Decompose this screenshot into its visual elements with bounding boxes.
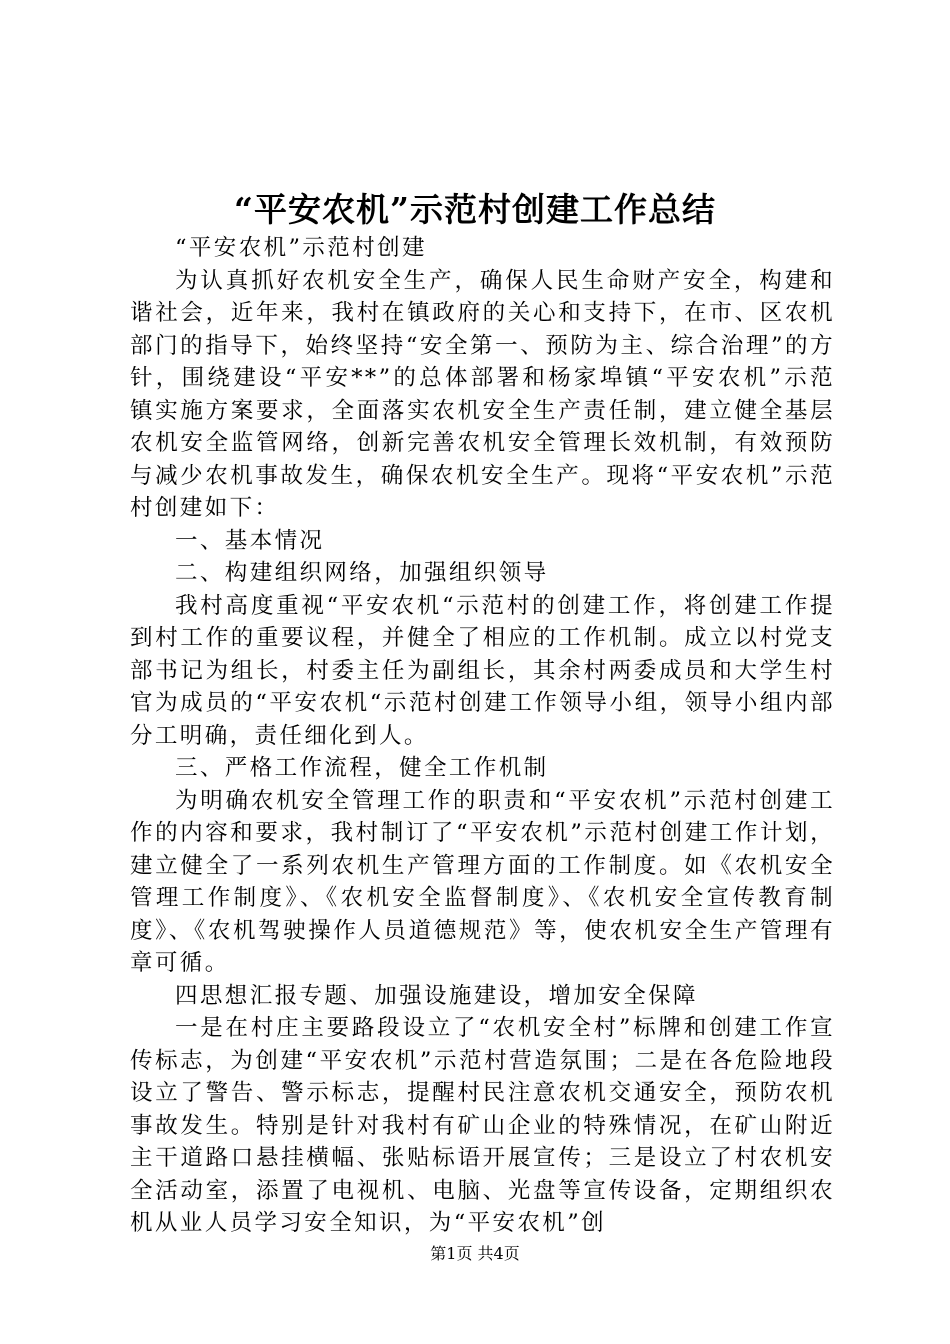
section-heading-basic-info: 一、基本情况 bbox=[175, 527, 325, 554]
paragraph-facilities: 一是在村庄主要路段设立了“农机安全村”标牌和创建工作宣传标志，为创建“平安农机”示范村营造氛围；二是在各危险地段设立了警告、警示标志，提醒村民注意农机交通安全，预防农机事故发生。特别是针对我村有矿山企业的特殊情况，在矿山附近主干道路口悬挂横幅、张贴标语开展宣传；三是设立了村农机安全活动室，添置了电视机、电脑、光盘等宣传设备，定期组织农机从业人员学习安全知识，为“平安农机”创 bbox=[130, 1015, 835, 1236]
page-footer: 第1页 共4页 bbox=[430, 1244, 520, 1263]
intro-heading: “平安农机”示范村创建 bbox=[175, 235, 427, 261]
section-heading-workflow: 三、严格工作流程，健全工作机制 bbox=[175, 755, 549, 781]
section-heading-organization: 二、构建组织网络，加强组织领导 bbox=[175, 560, 549, 586]
paragraph-workflow: 为明确农机安全管理工作的职责和“平安农机”示范村创建工作的内容和要求，我村制订了“平安农机”示范村创建工作计划，建立健全了一系列农机生产管理方面的工作制度。如《农机安全管理工作制度》、《农机安全监督制度》、《农机安全宣传教育制度》、《农机驾驶操作人员道德规范》等，使农机安全生产管理有章可循。 bbox=[130, 787, 835, 976]
document-title: “平安农机”示范村创建工作总结 bbox=[234, 190, 716, 229]
paragraph-organization: 我村高度重视“平安农机“示范村的创建工作，将创建工作提到村工作的重要议程，并健全了相应的工作机制。成立以村党支部书记为组长，村委主任为副组长，其余村两委成员和大学生村官为成员的“平安农机“示范村创建工作领导小组，领导小组内部分工明确，责任细化到人。 bbox=[130, 592, 835, 749]
paragraph-intro: 为认真抓好农机安全生产，确保人民生命财产安全，构建和谐社会，近年来，我村在镇政府的关心和支持下，在市、区农机部门的指导下，始终坚持“安全第一、预防为主、综合治理”的方针，围绕建设“平安**”的总体部署和杨家埠镇“平安农机”示范镇实施方案要求，全面落实农机安全生产责任制，建立健全基层农机安全监管网络，创新完善农机安全管理长效机制，有效预防与减少农机事故发生，确保农机安全生产。现将“平安农机”示范村创建如下： bbox=[130, 267, 835, 521]
document-body bbox=[130, 232, 835, 1240]
section-heading-facilities: 四思想汇报专题、加强设施建设，增加安全保障 bbox=[175, 982, 698, 1009]
